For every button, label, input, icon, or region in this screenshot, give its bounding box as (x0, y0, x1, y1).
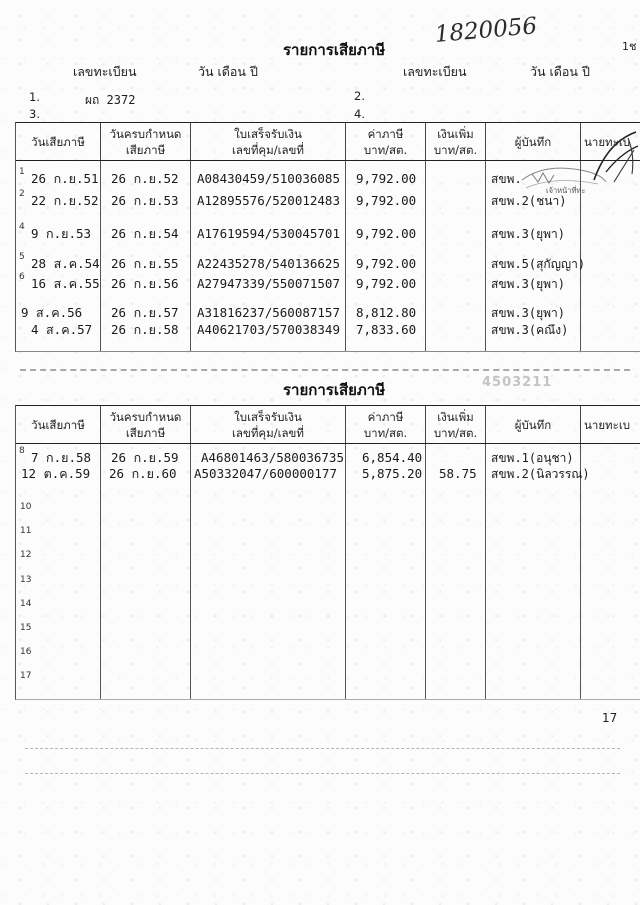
col-header-recorder (486, 406, 581, 443)
due-date-cell: 26 ก.ย.54 (111, 226, 179, 241)
header-text: บาท/สต. (363, 425, 408, 440)
page-title: รายการเสียภาษี (283, 41, 386, 59)
recorder-cell: สขพ. (491, 172, 522, 186)
column-rule (191, 444, 346, 699)
header-text: เงินเพิ่ม (437, 126, 474, 141)
paid-date-cell (16, 305, 101, 321)
surcharge-cell (426, 256, 486, 272)
recorder-cell: สขพ.1(อนุชา) (491, 451, 574, 465)
header-text: ค่าภาษี (367, 126, 404, 141)
header-text: วันครบกำหนด (109, 409, 182, 424)
col-header-registrar (581, 406, 640, 443)
tax-table-1 (15, 122, 640, 352)
registration-entry-number: 3. (29, 107, 40, 121)
registration-entry-number: 4. (354, 107, 365, 121)
header-text: เลขที่คุม/เลขที่ (232, 142, 304, 157)
registrar-cell (581, 450, 640, 466)
recorder-cell: สขพ.2(นิลวรรณ) (491, 467, 590, 481)
paid-date-cell (16, 252, 101, 272)
col-header-paid-date (16, 406, 101, 443)
paid-date: 9 ส.ค.56 (21, 305, 83, 320)
line-number: 13 (20, 575, 32, 585)
header-text: เลขที่คุม/เลขที่ (232, 425, 304, 440)
header-text: วันเสียภาษี (31, 417, 85, 432)
paid-date-cell (16, 272, 101, 292)
receipt-cell: A40621703/570038349 (197, 322, 340, 337)
paid-date: 9 ก.ย.53 (31, 226, 92, 241)
header-text: บาท/สต. (433, 142, 478, 157)
col-header-tax (346, 123, 426, 160)
paid-date-cell (16, 222, 101, 242)
tax-row (16, 272, 640, 292)
column-rules (16, 444, 640, 699)
paid-date: 28 ส.ค.54 (31, 256, 100, 271)
receipt-cell: A08430459/510036085 (197, 171, 340, 186)
paid-date: 22 ก.ย.52 (31, 193, 99, 208)
registrar-cell (581, 256, 640, 272)
tax-row (16, 446, 640, 466)
paid-date-cell (16, 189, 101, 209)
col-header-receipt (191, 406, 346, 443)
registrar-cell (581, 226, 640, 242)
due-date-cell: 26 ก.ย.52 (111, 171, 179, 186)
divider (25, 773, 620, 774)
header-text: นายทะเบ (584, 417, 631, 432)
receipt-cell: A17619594/530045701 (197, 226, 340, 241)
column-rule (486, 444, 590, 699)
divider (25, 748, 620, 749)
paid-date-cell (16, 167, 101, 187)
col-header-due-date (101, 406, 191, 443)
due-date-cell: 26 ก.ย.59 (111, 450, 179, 465)
header-text: ใบเสร็จรับเงิน (234, 126, 302, 141)
registrar-signature (588, 128, 640, 186)
column-rule (581, 444, 640, 699)
line-number: 6 (19, 272, 25, 282)
surcharge-cell (426, 276, 486, 292)
stamp-text: เจ้าหน้าที่ทะ (546, 186, 586, 195)
surcharge-cell (426, 450, 486, 466)
page-number: 17 (602, 711, 618, 725)
paid-date-cell (16, 466, 101, 482)
header-text: บาท/สต. (363, 142, 408, 157)
receipt-cell: A22435278/540136625 (197, 256, 340, 271)
tax-cell: 9,792.00 (356, 226, 417, 241)
registrar-cell (581, 466, 640, 482)
col-header-tax (346, 406, 426, 443)
line-number: 8 (19, 446, 25, 456)
tax-cell: 6,854.40 (362, 450, 423, 465)
registrar-cell (581, 305, 640, 321)
line-number: 5 (19, 252, 25, 262)
faded-number: 4503211 (482, 375, 553, 390)
line-number: 10 (20, 502, 32, 512)
date-label-left: วัน เดือน ปี (198, 64, 258, 79)
recorder-cell: สขพ.2(ชนา) (491, 194, 567, 208)
header-text: เงินเพิ่ม (437, 409, 474, 424)
line-number: 15 (20, 623, 32, 633)
tax-row (16, 252, 640, 272)
header-text: เสียภาษี (125, 425, 166, 440)
recorder-cell: สขพ.3(ยุพา) (491, 306, 566, 320)
tax-row (16, 305, 640, 321)
line-number: 4 (19, 222, 25, 232)
header-text: ใบเสร็จรับเงิน (234, 409, 302, 424)
line-number: 1 (19, 167, 25, 177)
header-text: นายทะเบ (584, 134, 631, 149)
surcharge-cell: 58.75 (439, 466, 477, 481)
due-date-cell: 26 ก.ย.58 (111, 322, 179, 337)
paid-date-cell (16, 446, 101, 466)
col-header-surcharge (426, 123, 486, 160)
registrar-cell (581, 322, 640, 338)
line-number: 2 (19, 189, 25, 199)
header-text: บาท/สต. (433, 425, 478, 440)
table-header (16, 406, 640, 444)
surcharge-cell (426, 193, 486, 209)
tax-cell: 9,792.00 (356, 256, 417, 271)
paid-date: 26 ก.ย.51 (31, 171, 99, 186)
header-text: ผู้บันทึก (514, 417, 552, 432)
tax-cell: 5,875.20 (362, 466, 423, 481)
line-number: 16 (20, 647, 32, 657)
plate-label-left: เลขทะเบียน (73, 64, 137, 79)
due-date-cell: 26 ก.ย.53 (111, 193, 179, 208)
registration-entry-number: 2. (354, 89, 365, 103)
tax-cell: 7,833.60 (356, 322, 417, 337)
line-number: 12 (20, 550, 32, 560)
recorder-cell: สขพ.3(คณึง) (491, 323, 569, 337)
tax-row (16, 466, 640, 482)
receipt-cell: A27947339/550071507 (197, 276, 340, 291)
registration-plate: ผถ 2372 (85, 93, 136, 107)
receipt-cell: A46801463/580036735 (201, 450, 344, 465)
recorder-cell: สขพ.5(สุกัญญา) (491, 257, 586, 271)
corner-mark: 1ช (622, 40, 637, 53)
header-text: วันเสียภาษี (31, 134, 85, 149)
registration-entry-number: 1. (29, 90, 40, 104)
tax-row (16, 222, 640, 242)
receipt-cell: A12895576/520012483 (197, 193, 340, 208)
paid-date: 4 ส.ค.57 (31, 322, 93, 337)
surcharge-cell (426, 226, 486, 242)
header-text: เสียภาษี (125, 142, 166, 157)
col-header-paid-date (16, 123, 101, 160)
header-text: ผู้บันทึก (514, 134, 552, 149)
table-2-title: รายการเสียภาษี (283, 381, 386, 399)
tax-cell: 8,812.80 (356, 305, 417, 320)
tax-cell: 9,792.00 (356, 171, 417, 186)
receipt-cell: A50332047/600000177 (194, 466, 337, 481)
col-header-recorder (486, 123, 581, 160)
line-number: 11 (20, 526, 32, 536)
date-label-right: วัน เดือน ปี (530, 64, 590, 79)
surcharge-cell (426, 171, 486, 187)
surcharge-cell (426, 305, 486, 321)
recorder-cell: สขพ.3(ยุพา) (491, 277, 566, 291)
tax-cell: 9,792.00 (356, 276, 417, 291)
header-text: วันครบกำหนด (109, 126, 182, 141)
column-rule (426, 444, 486, 699)
tax-row (16, 322, 640, 338)
recorder-cell: สขพ.3(ยุพา) (491, 227, 566, 241)
tax-cell: 9,792.00 (356, 193, 417, 208)
tax-table-2 (15, 405, 640, 700)
line-number: 14 (20, 599, 32, 609)
due-date-cell: 26 ก.ย.57 (111, 305, 179, 320)
col-header-receipt (191, 123, 346, 160)
column-rule (16, 444, 101, 699)
col-header-surcharge (426, 406, 486, 443)
due-date-cell: 26 ก.ย.55 (111, 256, 179, 271)
fold-line (20, 369, 630, 371)
column-rule (346, 444, 426, 699)
surcharge-cell (426, 322, 486, 338)
registrar-cell (581, 276, 640, 292)
handwritten-number: 1820056 (433, 13, 539, 48)
paid-date: 16 ส.ค.55 (31, 276, 100, 291)
col-header-due-date (101, 123, 191, 160)
due-date-cell: 26 ก.ย.56 (111, 276, 179, 291)
table-header (16, 123, 640, 161)
header-text: ค่าภาษี (367, 409, 404, 424)
plate-label-right: เลขทะเบียน (403, 64, 467, 79)
receipt-cell: A31816237/560087157 (197, 305, 340, 320)
due-date-cell: 26 ก.ย.60 (109, 466, 177, 481)
column-rule (101, 444, 191, 699)
paid-date: 12 ต.ค.59 (21, 466, 91, 481)
line-number: 17 (20, 671, 32, 681)
paid-date: 7 ก.ย.58 (31, 450, 92, 465)
paid-date-cell (16, 322, 101, 338)
